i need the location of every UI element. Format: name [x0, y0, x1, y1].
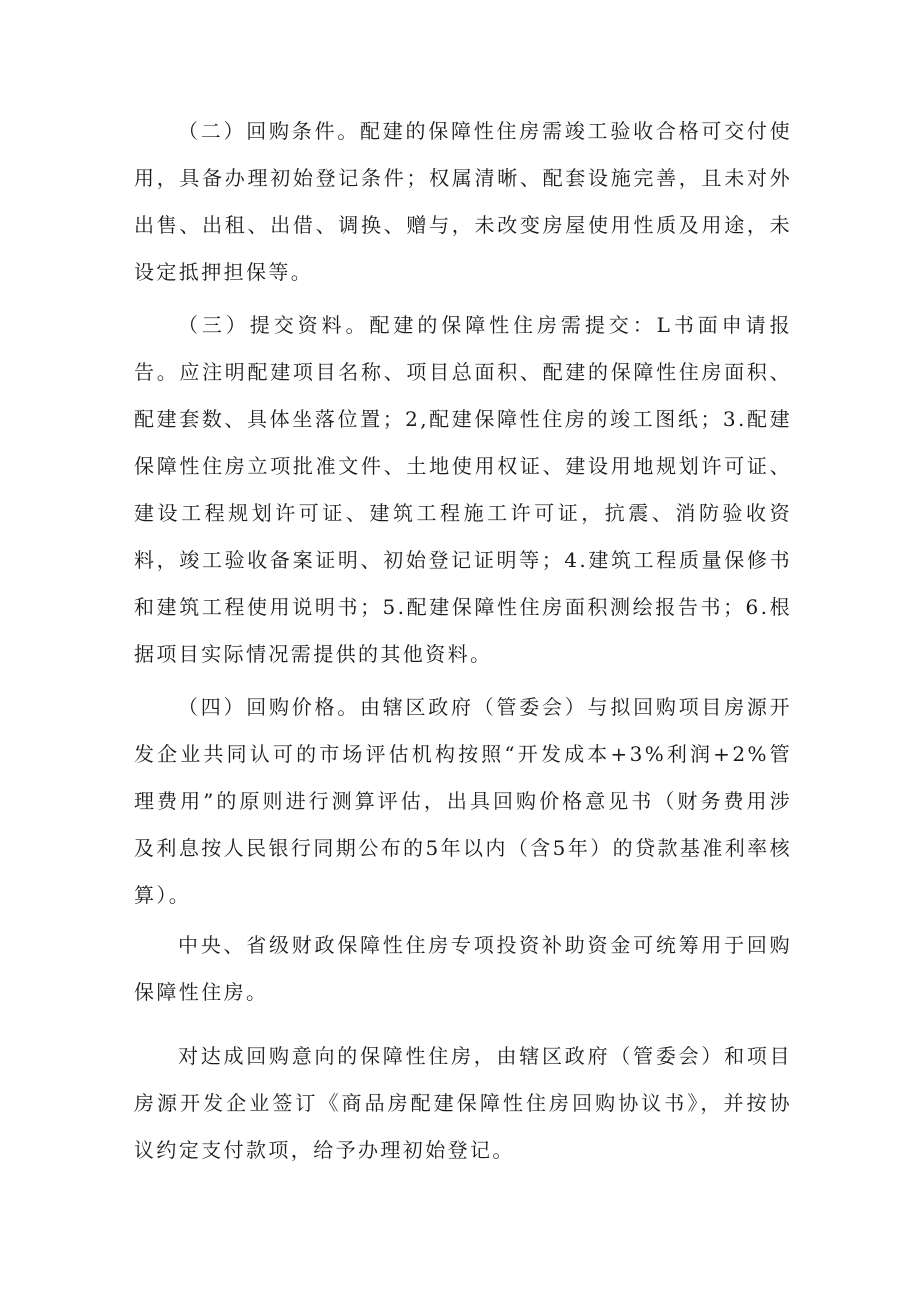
- paragraph-subsidy-funds: 中央、省级财政保障性住房专项投资补助资金可统筹用于回购保障性住房。: [134, 933, 792, 1004]
- paragraph-buyback-price: （四）回购价格。由辖区政府（管委会）与拟回购项目房源开发企业共同认可的市场评估机构按照“开发成本+3%利润+2%管理费用”的原则进行测算评估，出具回购价格意见书（财务费用涉及利息按人民银行同期公布的5年以内（含5年）的贷款基准利率核算）。: [134, 695, 792, 907]
- paragraph-submission-materials: （三）提交资料。配建的保障性住房需提交：L书面申请报告。应注明配建项目名称、项目总面积、配建的保障性住房面积、配建套数、具体坐落位置；2,配建保障性住房的竣工图纸；3.配建保障性住房立项批准文件、土地使用权证、建设用地规划许可证、建设工程规划许可证、建筑工程施工许可证，抗震、消防验收资料，竣工验收备案证明、初始登记证明等；4.建筑工程质量保修书和建筑工程使用说明书；5.配建保障性住房面积测绘报告书；6.根据项目实际情况需提供的其他资料。: [134, 313, 792, 666]
- paragraph-buyback-agreement: 对达成回购意向的保障性住房，由辖区政府（管委会）和项目房源开发企业签订《商品房配建保障性住房回购协议书》，并按协议约定支付款项，给予办理初始登记。: [134, 1044, 792, 1162]
- paragraph-buyback-conditions: （二）回购条件。配建的保障性住房需竣工验收合格可交付使用，具备办理初始登记条件；权属清晰、配套设施完善，且未对外出售、出租、出借、调换、赠与，未改变房屋使用性质及用途，未设定抵押担保等。: [134, 119, 792, 284]
